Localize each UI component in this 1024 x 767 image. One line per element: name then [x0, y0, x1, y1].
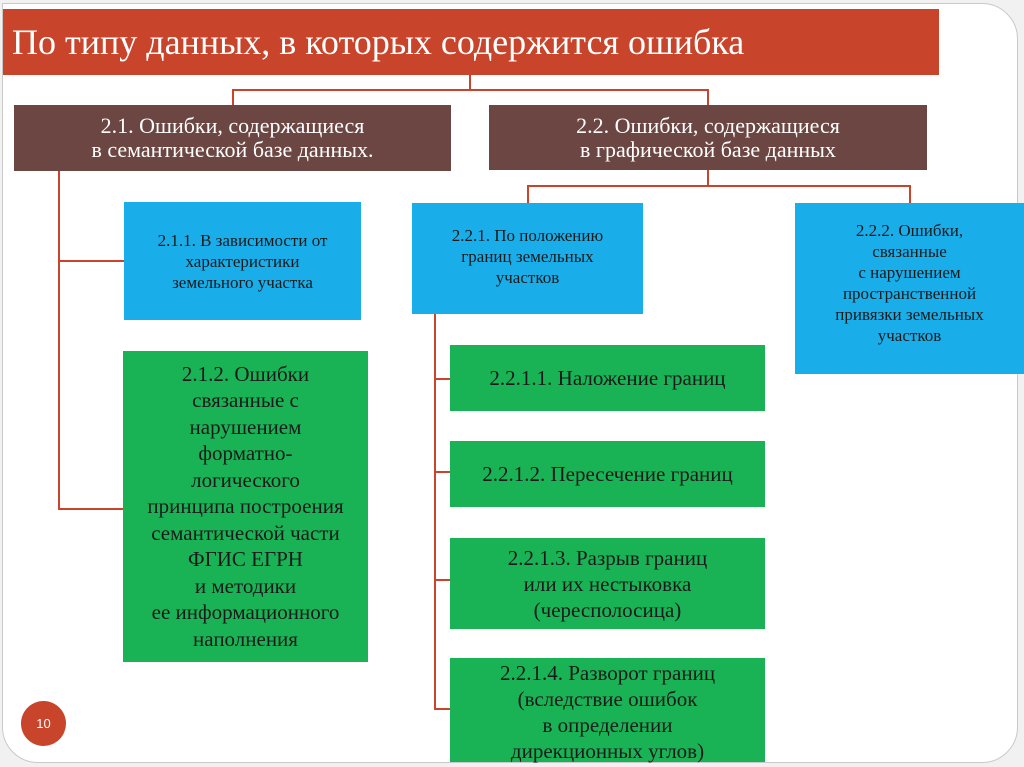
box-line: пространственной: [842, 284, 977, 303]
box-line: 2.2.1.1. Наложение границ: [489, 366, 726, 390]
connector: [434, 471, 450, 473]
connector: [434, 378, 450, 380]
box-line: в графической базе данных: [580, 136, 836, 162]
leaf-boundary-overlap: [450, 345, 765, 411]
box-line: привязки земельных: [835, 305, 984, 324]
box-line: участков: [495, 268, 560, 287]
slide-title: По типу данных, в которых содержится ошибка: [3, 9, 939, 75]
connector: [909, 185, 911, 203]
connector: [232, 89, 709, 91]
box-line: дирекционных углов): [510, 739, 705, 763]
subcategory-spatial-reference: [795, 203, 1024, 374]
box-line: участков: [877, 326, 942, 345]
connector: [58, 508, 124, 510]
connector: [527, 185, 529, 203]
subcategory-land-characteristics: [124, 202, 361, 320]
category-graphic-db: [489, 105, 927, 170]
box-line: 2.1.1. В зависимости от: [157, 230, 328, 250]
box-line: семантической части: [151, 520, 340, 545]
box-line: 2.2.1. По положению: [451, 226, 604, 245]
box-line: или их нестыковка: [523, 571, 692, 596]
box-line: в определении: [542, 713, 673, 737]
box-line: 2.2.1.3. Разрыв границ: [507, 545, 708, 570]
page-number-badge: 10: [21, 701, 66, 746]
box-line: 2.1. Ошибки, содержащиеся: [100, 113, 365, 138]
box-line: 2.1.2. Ошибки: [181, 361, 310, 386]
box-line: с нарушением: [858, 263, 961, 282]
connector: [527, 185, 911, 187]
box-line: 2.2. Ошибки, содержащиеся: [576, 112, 840, 138]
connector: [434, 579, 450, 581]
box-line: и методики: [194, 573, 297, 598]
box-line: ее информационного: [151, 600, 340, 625]
box-line: связанные: [872, 242, 947, 261]
box-line: ФГИС ЕГРН: [188, 547, 303, 572]
box-line: форматно-: [198, 441, 293, 466]
leaf-boundary-intersection: [450, 441, 765, 507]
connector: [469, 75, 471, 90]
category-semantic-db: [14, 105, 451, 171]
box-line: 2.2.2. Ошибки,: [855, 221, 964, 240]
connector: [58, 171, 60, 510]
box-line: логического: [191, 467, 300, 492]
box-line: земельного участка: [172, 272, 313, 292]
box-line: (вследствие ошибок: [517, 687, 698, 711]
box-line: принципа построения: [147, 494, 344, 519]
box-line: в семантической базе данных.: [91, 137, 374, 162]
connector: [434, 708, 450, 710]
leaf-boundary-rotation: [450, 658, 765, 762]
box-line: 2.2.1.2. Пересечение границ: [482, 462, 733, 486]
box-line: 2.2.1.4. Разворот границ: [499, 661, 716, 685]
connector: [434, 314, 436, 710]
connector: [232, 89, 234, 105]
box-line: (чересполосица): [533, 597, 682, 622]
box-line: наполнения: [193, 626, 298, 651]
connector: [58, 260, 124, 262]
box-line: связанные с: [192, 388, 299, 413]
box-line: нарушением: [189, 414, 302, 439]
subcategory-boundary-position: [412, 203, 643, 314]
connector: [707, 89, 709, 105]
subcategory-format-logic: [123, 351, 368, 662]
leaf-boundary-gap: [450, 538, 765, 629]
box-line: границ земельных: [461, 247, 594, 266]
box-line: характеристики: [185, 251, 300, 271]
